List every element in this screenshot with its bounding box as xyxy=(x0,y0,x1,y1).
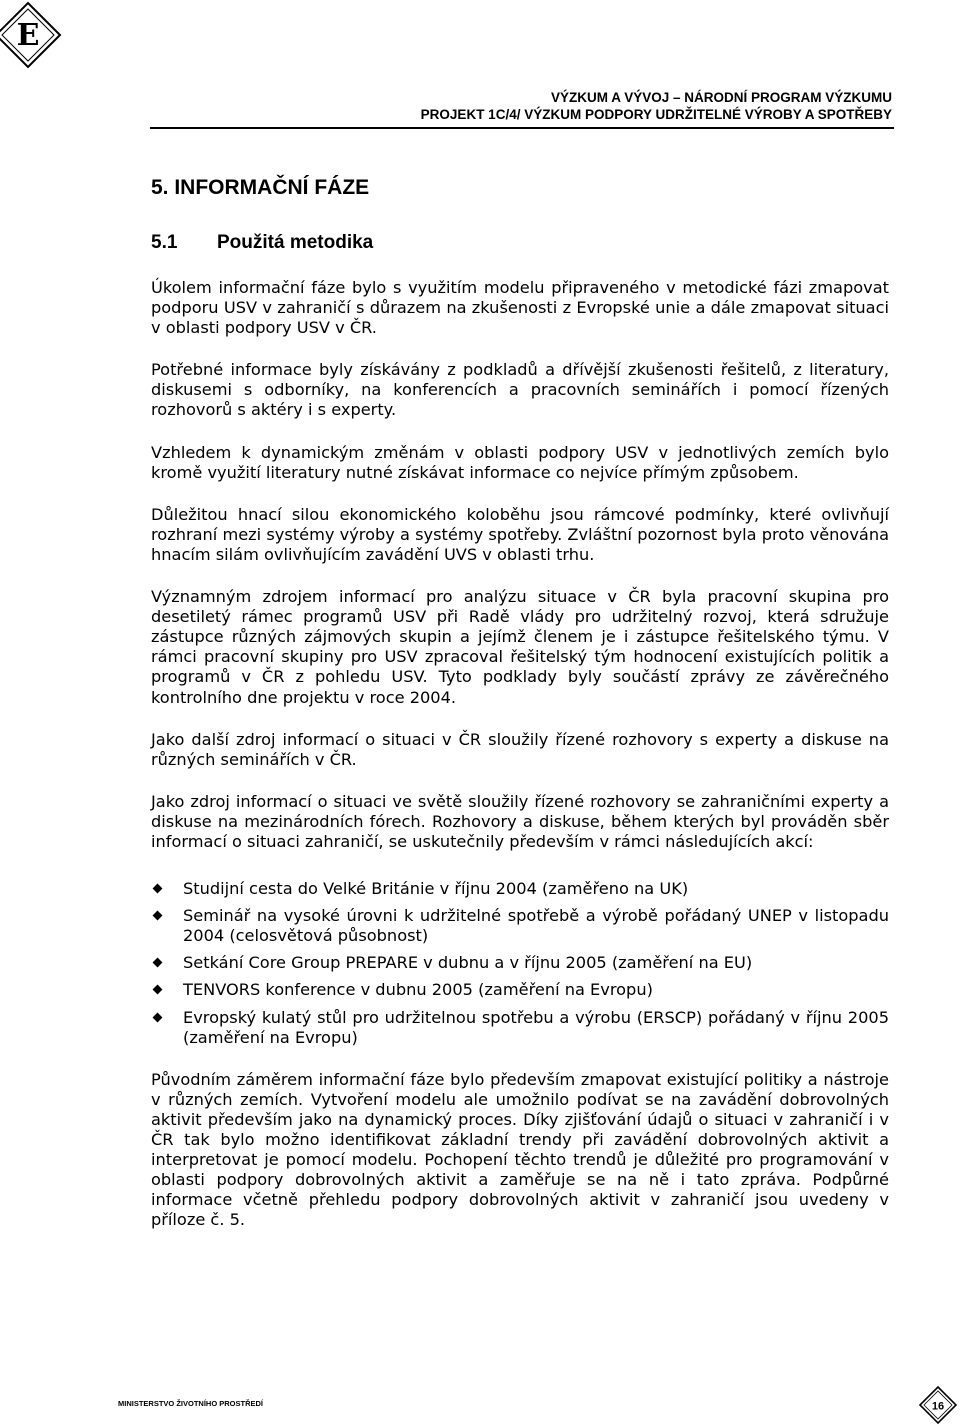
diamond-bullet-icon xyxy=(153,884,163,894)
header-divider xyxy=(150,127,894,129)
diamond-logo-icon xyxy=(0,0,62,70)
list-item xyxy=(151,906,889,946)
list-item-text: Setkání Core Group PREPARE v dubnu a v říjnu 2005 (zaměření na EU) xyxy=(183,953,753,973)
list-item xyxy=(151,1008,889,1048)
page-number: 16 xyxy=(931,1400,945,1413)
diamond-bullet-icon xyxy=(153,985,163,995)
list-item xyxy=(151,879,889,899)
list-item-text: Evropský kulatý stůl pro udržitelnou spotřebu a výrobu (ERSCP) pořádaný v říjnu 2005 (zaměření na Evropu) xyxy=(183,1007,889,1047)
header-line-1: VÝZKUM A VÝVOJ – NÁRODNÍ PROGRAM VÝZKUMU xyxy=(550,90,892,105)
diamond-bullet-icon xyxy=(153,1012,163,1022)
chapter-heading: 5. INFORMAČNÍ FÁZE xyxy=(151,176,370,199)
paragraph: Vzhledem k dynamickým změnám v oblasti podpory USV v jednotlivých zemích bylo kromě využití literatury nutné získávat informace co nejvíce přímým způsobem. xyxy=(151,442,889,482)
list-item-text: Studijní cesta do Velké Británie v říjnu 2004 (zaměřeno na UK) xyxy=(183,879,689,899)
page-number-badge xyxy=(918,1385,958,1425)
section-title: Použitá metodika xyxy=(217,232,374,253)
diamond-bullet-icon xyxy=(153,958,163,968)
paragraph: Významným zdrojem informací pro analýzu situace v ČR byla pracovní skupina pro desetiletý rámec programů USV při Radě vlády pro udržitelný rozvoj, která sdružuje zástupce různých zájmových skupin a jejímž členem je i zástupce řešitelského týmu. V rámci pracovní skupiny pro USV zpracoval řešitelský tým hodnocení existujících politik a programů v ČR z pohledu USV. Tyto podklady byly součástí zprávy ze závěrečného kontrolního dne projektu v roce 2004. xyxy=(151,587,889,707)
list-item-text: TENVORS konference v dubnu 2005 (zaměření na Evropu) xyxy=(183,980,653,1000)
list-item-text: Seminář na vysoké úrovni k udržitelné spotřebě a výrobě pořádaný UNEP v listopadu 2004 (celosvětová působnost) xyxy=(183,906,889,946)
paragraph: Potřebné informace byly získávány z podkladů a dřívější zkušenosti řešitelů, z literatury, diskusemi s odborníky, na konferencích a pracovních seminářích i pomocí řízených rozhovorů s aktéry i s experty. xyxy=(151,360,889,420)
footer-ministry: MINISTERSTVO ŽIVOTNÍHO PROSTŘEDÍ xyxy=(118,1399,264,1408)
paragraph: Úkolem informační fáze bylo s využitím modelu připraveného v metodické fázi zmapovat podporu USV v zahraničí s důrazem na zkušenosti z Evropské unie a dále zmapovat situaci v oblasti podpory USV v ČR. xyxy=(151,278,889,338)
paragraph: Původním záměrem informační fáze bylo především zmapovat existující politiky a nástroje v různých zemích. Vytvoření modelu ale umožnilo podívat se na zavádění dobrovolných aktivit především jako na dynamický proces. Díky zjišťování údajů o situaci v zahraničí i v ČR tak bylo možno identifikovat základní trendy při zavádění dobrovolných aktivit a interpretovat je pomocí modelu. Pochopení těchto trendů je důležité pro programování v oblasti podpory dobrovolných aktivit a zaměřuje se na ně i tato zpráva. Podpůrné informace včetně přehledu podpory dobrovolných aktivit v zahraničí jsou uvedeny v příloze č. 5. xyxy=(151,1069,889,1230)
diamond-bullet-icon xyxy=(153,911,163,921)
list-item xyxy=(151,980,889,1000)
section-number: 5.1 xyxy=(151,232,178,253)
paragraph: Jako zdroj informací o situaci ve světě sloužily řízené rozhovory se zahraničními experty a diskuse na mezinárodních fórech. Rozhovory a diskuse, během kterých byl prováděn sběr informací o situaci zahraničí, se uskutečnily především v rámci následujících akcí: xyxy=(151,791,889,851)
section-heading xyxy=(151,232,373,254)
paragraph: Jako další zdroj informací o situaci v ČR sloužily řízené rozhovory s experty a diskuse na různých seminářích v ČR. xyxy=(151,729,889,769)
paragraph: Důležitou hnací silou ekonomického koloběhu jsou rámcové podmínky, které ovlivňují rozhraní mezi systémy výroby a systémy spotřeby. Zvláštní pozornost byla proto věnována hnacím silám ovlivňujícím zavádění UVS v oblasti trhu. xyxy=(151,504,889,564)
header-line-2: PROJEKT 1C/4/ VÝZKUM PODPORY UDRŽITELNÉ VÝROBY A SPOTŘEBY xyxy=(420,107,892,122)
logo-letter: E xyxy=(16,18,40,53)
list-item xyxy=(151,953,889,973)
body-text xyxy=(151,278,889,1252)
events-list xyxy=(151,879,889,1048)
